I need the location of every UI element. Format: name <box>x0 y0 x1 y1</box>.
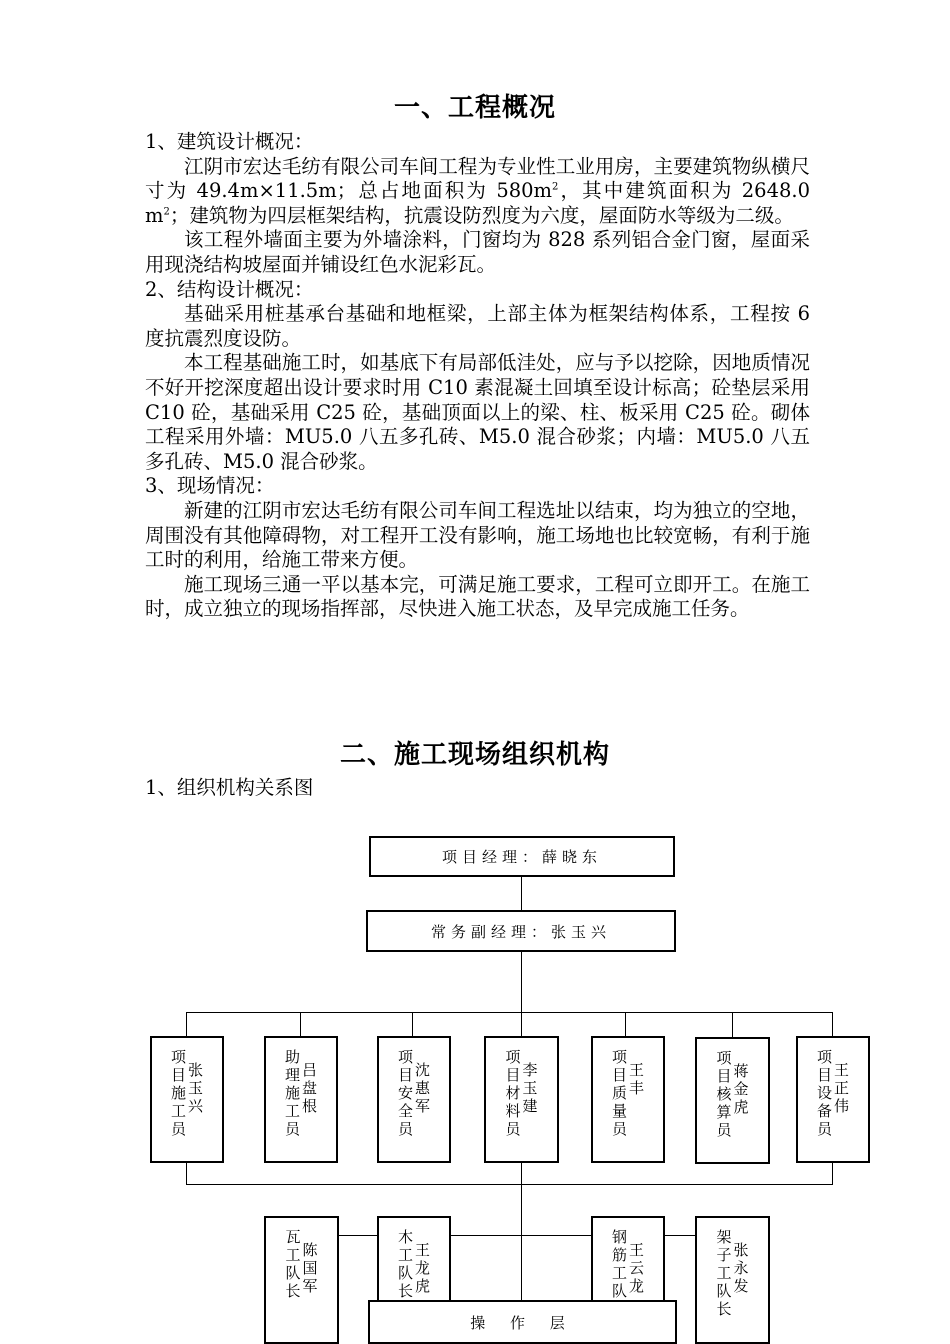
paragraph-structure: 基础采用桩基承台基础和地框梁，上部主体为框架结构体系，工程按 6 度抗震烈度设防。 <box>145 302 810 350</box>
team-box-rebar: 钢筋工队 王云龙 <box>591 1216 665 1344</box>
paragraph-architecture: 江阴市宏达毛纺有限公司车间工程为专业性工业用房，主要建筑物纵横尺寸为 49.4m×11.5m；总占地面积为 $580m^2$，其中建筑面积为 2648.0 $m^2$；建筑物为四层框架结构，抗震设防烈度为六度，屋面防水等级为二级。 <box>145 154 811 227</box>
staff-box-construction: 项目施工员 张玉兴 <box>150 1036 224 1163</box>
team-box-scaffolding: 架子工队长 张永发 <box>695 1216 770 1344</box>
heading-architecture: 1、建筑设计概况： <box>145 130 314 153</box>
staff-box-equipment: 项目设备员 王正伟 <box>796 1036 870 1163</box>
team-box-carpentry: 木工队长 王龙虎 <box>377 1216 451 1344</box>
staff-box-safety: 项目安全员 沈惠军 <box>377 1036 451 1163</box>
paragraph-foundation: 本工程基础施工时，如基底下有局部低洼处，应与予以挖除，因地质情况不好开挖深度超出设计要求时用 C10 素混凝土回填至设计标高；砼垫层采用 C10 砼，基础采用 C25 砼，基础顶面以上的梁、柱、板采用 C25 砼。砌体工程采用外墙：MU5.0 八五多孔砖、M5.0 混合砂浆；内墙：MU5.0 八五多孔砖、M5.0 混合砂浆。 <box>145 351 810 473</box>
paragraph-site-ready: 施工现场三通一平以基本完，可满足施工要求，工程可立即开工。在施工时，成立独立的现场指挥部，尽快进入施工状态，及早完成施工任务。 <box>145 572 810 621</box>
section-title-organization: 二、施工现场组织机构 <box>339 740 610 770</box>
connector-staff-top <box>186 1012 833 1013</box>
heading-site: 3、现场情况： <box>145 474 275 498</box>
organization-heading: 1、组织机构关系图 <box>145 776 314 799</box>
connector-teams-left <box>338 1235 378 1236</box>
overview-body <box>145 130 810 622</box>
paragraph-site: 新建的江阴市宏达毛纺有限公司车间工程选址以结束，均为独立的空地，周围没有其他障碍物，对工程开工没有影响，施工场地也比较宽畅，有利于施工时的利用，给施工带来方便。 <box>145 498 810 572</box>
staff-box-quality: 项目质量员 王丰 <box>591 1036 665 1163</box>
section-title-overview: 一、工程概况 <box>393 93 556 123</box>
staff-box-material: 项目材料员 李玉建 <box>484 1036 559 1163</box>
connector-staff-bottom <box>186 1184 833 1185</box>
staff-box-assistant: 助理施工员 吕盘根 <box>264 1036 338 1163</box>
connector-manager-deputy <box>521 876 522 912</box>
team-box-masonry: 瓦工队长 陈国军 <box>264 1216 339 1344</box>
heading-structure: 2、结构设计概况： <box>145 277 314 301</box>
connector-teams-mid <box>449 1235 592 1236</box>
deputy-manager-box: 常务副经理：张玉兴 <box>366 910 676 952</box>
paragraph-facade: 该工程外墙面主要为外墙涂料，门窗均为 828 系列铝合金门窗，屋面采用现浇结构坡屋面并铺设红色水泥彩瓦。 <box>145 228 810 276</box>
operation-layer-box: 操 作 层 <box>368 1300 677 1344</box>
connector-teams-right <box>664 1235 696 1236</box>
staff-box-accounting: 项目核算员 蒋金虎 <box>695 1037 770 1164</box>
project-manager-box: 项目经理：薛晓东 <box>369 836 675 877</box>
